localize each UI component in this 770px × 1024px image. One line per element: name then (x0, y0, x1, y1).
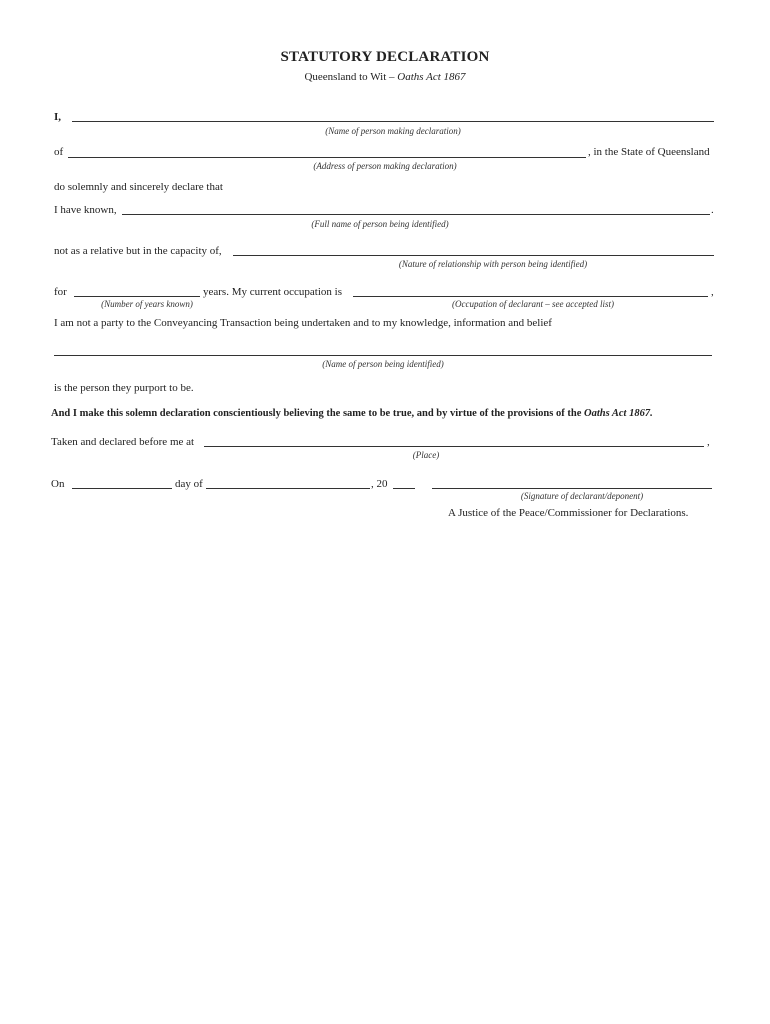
relative-label: not as a relative but in the capacity of, (54, 245, 222, 257)
identified-name-field[interactable] (54, 355, 712, 356)
known-end: . (711, 204, 714, 216)
subtitle-prefix: Queensland to Wit – (304, 71, 398, 83)
month-field[interactable] (206, 488, 370, 489)
solemn-act: Oaths Act 1867. (583, 408, 653, 419)
declarant-address-field[interactable] (68, 157, 586, 158)
year-field[interactable] (393, 488, 415, 489)
place-field[interactable] (204, 446, 704, 447)
years-known-field[interactable] (74, 296, 200, 297)
declarant-name-caption: (Name of person making declaration) (325, 126, 461, 136)
address-caption: (Address of person making declaration) (313, 161, 457, 171)
place-caption: (Place) (412, 450, 440, 460)
state-suffix: , in the State of Queensland (588, 146, 710, 158)
solemn-text: And I make this solemn declaration conscientiously believing the same to be true, and by virtue of the provisions of the (51, 408, 584, 419)
relationship-field[interactable] (233, 255, 714, 256)
for-label: for (54, 286, 67, 298)
identified-fullname-field[interactable] (122, 214, 710, 215)
signature-field[interactable] (432, 488, 712, 489)
signature-caption: (Signature of declarant/deponent) (520, 491, 644, 501)
relationship-caption: (Nature of relationship with person being identified) (398, 259, 588, 269)
fullname-caption: (Full name of person being identified) (311, 219, 449, 229)
subtitle-act: Oaths Act 1867 (397, 71, 466, 83)
occupation-end: , (711, 286, 714, 298)
year-label: , 20 (371, 478, 388, 490)
day-of-label: day of (175, 478, 203, 490)
declare-text: do solemnly and sincerely declare that (54, 181, 223, 193)
of-label: of (54, 146, 64, 158)
declarant-name-field[interactable] (72, 121, 714, 122)
party-text: I am not a party to the Conveyancing Transaction being undertaken and to my knowledge, information and belief (54, 317, 552, 329)
purport-text: is the person they purport to be. (54, 382, 194, 394)
known-label: I have known, (54, 204, 117, 216)
occupation-field[interactable] (353, 296, 708, 297)
taken-label: Taken and declared before me at (51, 436, 195, 448)
on-label: On (51, 478, 65, 490)
jp-text: A Justice of the Peace/Commissioner for Declarations. (448, 507, 689, 519)
years-label: years. My current occupation is (203, 286, 342, 298)
occupation-caption: (Occupation of declarant – see accepted list) (452, 299, 614, 309)
i-label: I, (54, 111, 62, 123)
solemn-declaration-text (51, 408, 653, 419)
years-caption: (Number of years known) (101, 299, 193, 309)
document-title: STATUTORY DECLARATION (280, 49, 490, 65)
taken-end: , (707, 436, 710, 448)
identified-caption: (Name of person being identified) (322, 359, 444, 369)
document-subtitle (0, 71, 770, 83)
day-field[interactable] (72, 488, 172, 489)
